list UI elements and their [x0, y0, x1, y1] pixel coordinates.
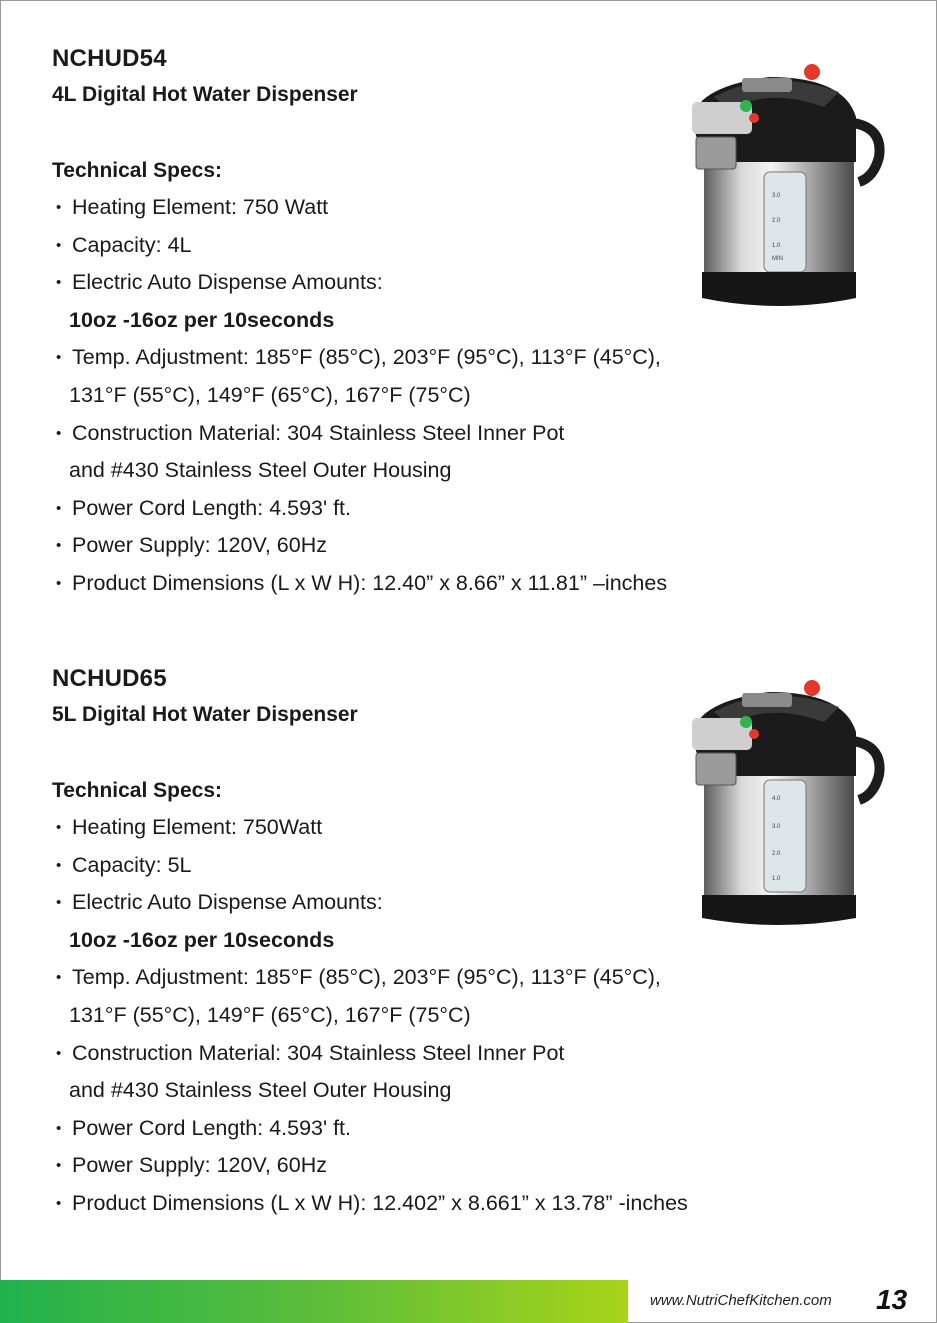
spec-item: • Power Supply: 120V, 60Hz — [52, 527, 812, 565]
hot-water-dispenser-image — [674, 62, 886, 312]
spec-item-continuation: 10oz -16oz per 10seconds — [69, 927, 335, 952]
spec-item-continuation: 131°F (55°C), 149°F (65°C), 167°F (75°C) — [69, 1002, 471, 1027]
footer-accent-bar — [0, 1280, 628, 1323]
product-subtitle: 5L Digital Hot Water Dispenser — [52, 703, 358, 726]
spec-item: • Product Dimensions (L x W H): 12.402” x 8.661” x 13.78” -inches — [52, 1185, 812, 1223]
spec-item: • Electric Auto Dispense Amounts: — [52, 884, 812, 922]
scale-mark: 1.0 — [772, 243, 781, 249]
specs-heading: Technical Specs: — [52, 779, 223, 802]
base — [702, 272, 856, 306]
scale-mark: MIN — [772, 256, 783, 262]
scale-mark: 1.0 — [772, 876, 781, 882]
spec-item-continuation: and #430 Stainless Steel Outer Housing — [69, 458, 452, 483]
hot-water-dispenser-image — [674, 680, 886, 930]
spec-item-continuation: and #430 Stainless Steel Outer Housing — [69, 1078, 452, 1103]
page-footer — [0, 1280, 937, 1323]
model-number: NCHUD54 — [52, 45, 167, 72]
spec-item: • Capacity: 5L — [52, 847, 812, 885]
scale-mark: 3.0 — [772, 824, 781, 830]
spec-item: • Construction Material: 304 Stainless Steel Inner Pot — [52, 415, 812, 453]
product-subtitle: 4L Digital Hot Water Dispenser — [52, 83, 358, 106]
spec-item: • Product Dimensions (L x W H): 12.40” x 8.66” x 11.81” –inches — [52, 565, 812, 603]
spec-item: • Power Supply: 120V, 60Hz — [52, 1147, 812, 1185]
spec-item-continuation: 10oz -16oz per 10seconds — [69, 307, 335, 332]
scale-mark: 2.0 — [772, 851, 781, 857]
model-number: NCHUD65 — [52, 665, 167, 692]
spec-item: • Capacity: 4L — [52, 227, 812, 265]
spec-item: • Electric Auto Dispense Amounts: — [52, 264, 812, 302]
water-window — [764, 780, 806, 892]
base — [702, 895, 856, 925]
scale-mark: 2.0 — [772, 218, 781, 224]
website-link[interactable]: www.NutriChefKitchen.com — [650, 1292, 832, 1309]
spec-item: • Construction Material: 304 Stainless Steel Inner Pot — [52, 1035, 812, 1073]
spec-item: • Heating Element: 750 Watt — [52, 189, 812, 227]
spec-item-continuation: 131°F (55°C), 149°F (65°C), 167°F (75°C) — [69, 382, 471, 407]
specs-heading: Technical Specs: — [52, 159, 223, 182]
scale-mark: 3.0 — [772, 193, 781, 199]
spec-item: • Power Cord Length: 4.593' ft. — [52, 490, 812, 528]
spec-item: • Power Cord Length: 4.593' ft. — [52, 1110, 812, 1148]
page-number: 13 — [876, 1284, 908, 1315]
spec-item: • Heating Element: 750Watt — [52, 809, 812, 847]
spec-item: • Temp. Adjustment: 185°F (85°C), 203°F (95°C), 113°F (45°C), — [52, 339, 812, 377]
spec-item: • Temp. Adjustment: 185°F (85°C), 203°F (95°C), 113°F (45°C), — [52, 959, 812, 997]
water-window — [764, 172, 806, 272]
scale-mark: 4.0 — [772, 796, 781, 802]
